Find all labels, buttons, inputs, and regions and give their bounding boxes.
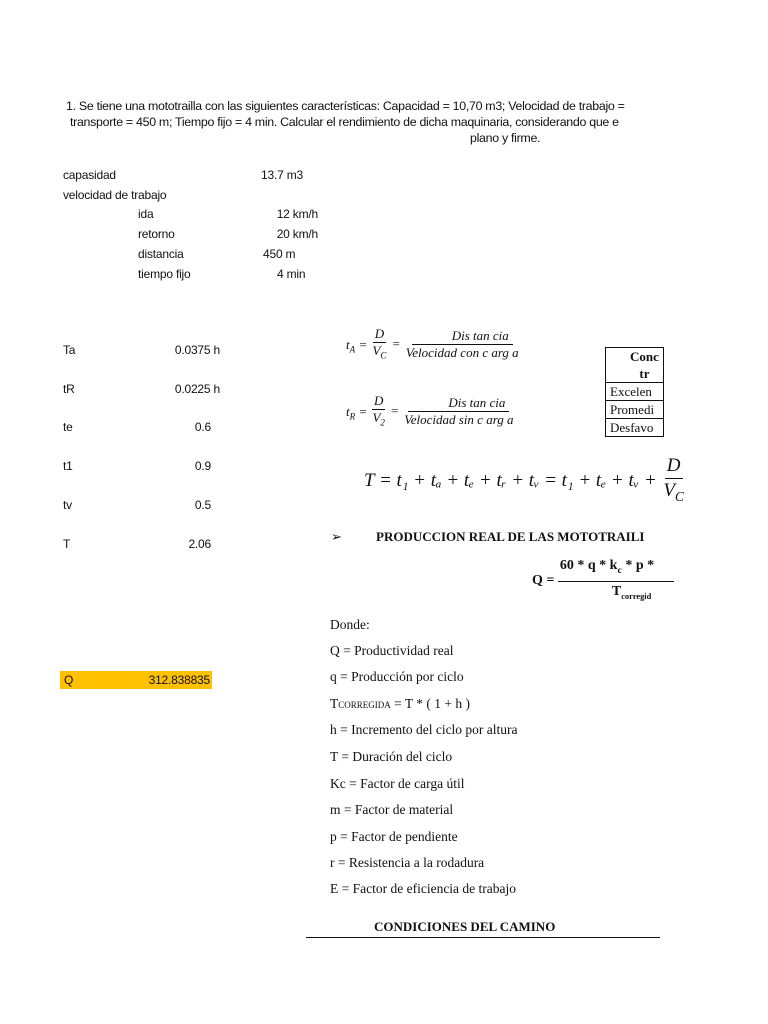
definition-item: r = Resistencia a la rodadura (330, 855, 485, 870)
table-row: Excelen (606, 383, 664, 401)
formula-ta: $t_A$ = $\frac{D}{V_C}$ = $\frac{\text{Dis tan cia}}{\text{Velocidad con c arg a}}$ (346, 326, 519, 361)
capacidad-value: 13.7 m3 (261, 168, 303, 182)
result-label: te (63, 420, 73, 434)
retorno-label: retorno (138, 227, 175, 241)
bullet-arrow-icon: ➢ (331, 529, 342, 544)
result-label: t1 (63, 459, 73, 473)
capacidad-label: capasidad (63, 168, 116, 182)
result-label: Ta (63, 343, 76, 357)
table-row: Promedi (606, 401, 664, 419)
q-result-label: Q (64, 673, 74, 687)
distancia-label: distancia (138, 247, 184, 261)
definition-item: Kc = Factor de carga útil (330, 776, 465, 791)
conditions-table (605, 347, 664, 437)
formula-q: Q = $\frac{60 * q * k_c * p *}{T_{corregid}}$ (532, 556, 674, 607)
definition-item: p = Factor de pendiente (330, 829, 458, 844)
result-value: 0.0375 h (174, 343, 220, 357)
table-header: Conc tr (606, 348, 664, 383)
donde-title: Donde: (330, 617, 370, 632)
problem-line-3: plano y firme. (470, 131, 541, 145)
definition-item: T = Duración del ciclo (330, 749, 453, 764)
ida-value: 12 km/h (276, 207, 318, 221)
problem-line-1: 1. Se tiene una mototrailla con las siguientes características: Capacidad = 10,70 m3; Velocidad de trabajo = (66, 99, 625, 113)
result-value: 0.6 (194, 420, 211, 434)
definition-item: h = Incremento del ciclo por altura (330, 722, 518, 737)
result-value: 0.0225 h (174, 382, 220, 396)
result-value: 0.5 (194, 498, 211, 512)
distancia-value: 450 m (263, 247, 296, 261)
result-label: T (63, 537, 71, 551)
table-row: Desfavo (606, 419, 664, 437)
q-result-value: 312.838835 (148, 673, 210, 687)
definition-item: m = Factor de material (330, 802, 454, 817)
definition-item: q = Producción por ciclo (330, 669, 464, 684)
problem-line-2: transporte = 450 m; Tiempo fijo = 4 min. Calcular el rendimiento de dicha maquinaria, considerando que e (70, 115, 619, 129)
result-label: tR (63, 382, 75, 396)
definition-tcorregida: TCORREGIDA = T * ( 1 + h ) (330, 696, 470, 711)
velocidad-label: velocidad de trabajo (63, 188, 167, 202)
divider-line (306, 937, 660, 938)
tiempo-fijo-value: 4 min (277, 267, 306, 281)
condiciones-title: CONDICIONES DEL CAMINO (374, 919, 556, 934)
ida-label: ida (138, 207, 154, 221)
retorno-value: 20 km/h (276, 227, 318, 241)
tiempo-fijo-label: tiempo fijo (138, 267, 191, 281)
result-value: 0.9 (194, 459, 211, 473)
definition-item: Q = Productividad real (330, 643, 454, 658)
formula-tr: $t_R$ = $\frac{D}{V_2}$ = $\frac{\text{Dis tan cia}}{\text{Velocidad sin c arg a}}$ (346, 393, 514, 428)
result-value: 2.06 (188, 537, 211, 551)
produccion-title: PRODUCCION REAL DE LAS MOTOTRAILI (376, 529, 645, 544)
formula-total: T = t₁ + tₐ + tₑ + tᵣ + tᵥ = t₁ + tₑ + tᵥ + $\frac{D}{V_C}$ (364, 455, 684, 504)
result-label: tv (63, 498, 72, 512)
definition-item: E = Factor de eficiencia de trabajo (330, 881, 517, 896)
